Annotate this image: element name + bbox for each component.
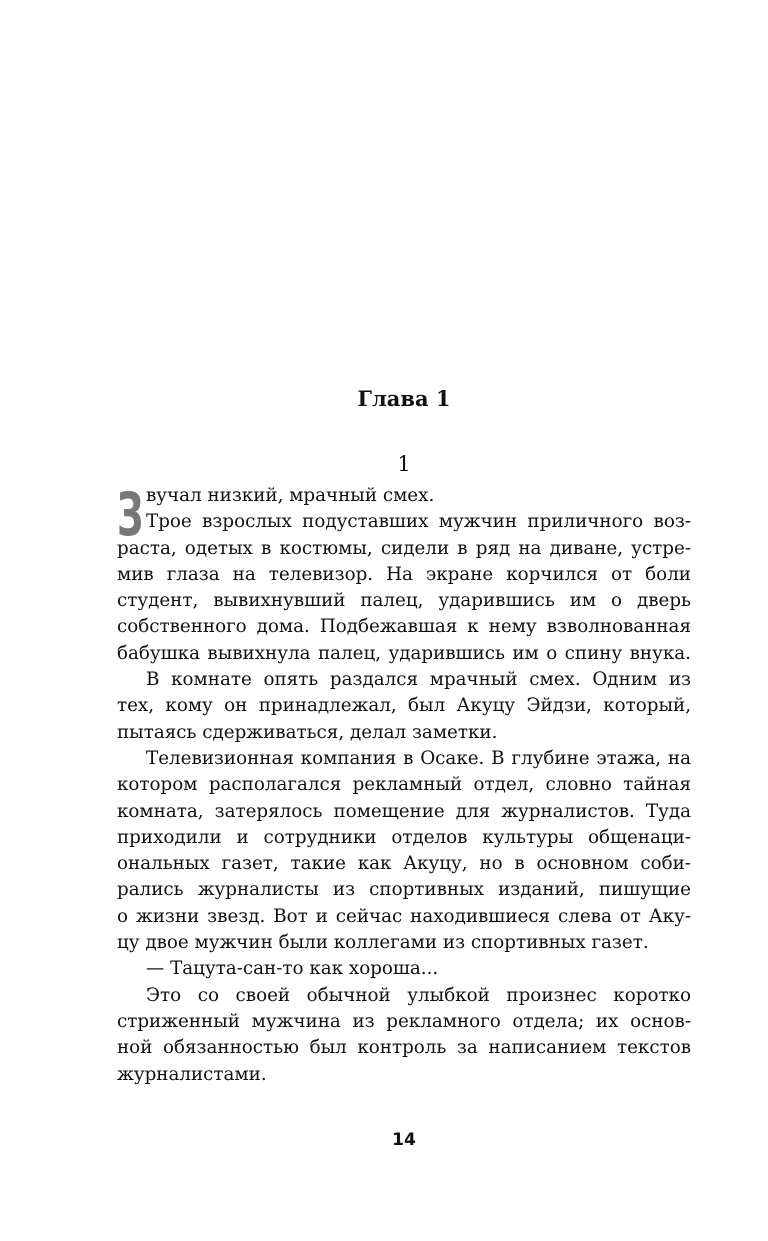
- drop-cap: З: [117, 480, 144, 550]
- text-line: бабушка вывихнула палец, ударившись им о спину внука.: [117, 642, 691, 664]
- text-line: рались журналисты из спортивных изданий, пишущие: [117, 879, 691, 901]
- chapter-text: [117, 480, 691, 1088]
- text-line: Трое взрослых подуставших мужчин приличного воз-: [146, 511, 691, 533]
- text-line: пытаясь сдерживаться, делал заметки.: [117, 721, 498, 743]
- text-line: Это со своей обычной улыбкой произнес коротко: [146, 984, 691, 1006]
- text-line: цу двое мужчин были коллегами из спортивных газет.: [117, 932, 649, 954]
- text-line: собственного дома. Подбежавшая к нему взволнованная: [117, 616, 691, 638]
- text-line: журналистами.: [117, 1063, 267, 1085]
- text-line: — Тацута-сан-то как хороша...: [146, 958, 439, 980]
- text-line: стриженный мужчина из рекламного отдела; их основ-: [117, 1010, 691, 1032]
- text-line: Телевизионная компания в Осаке. В глубине этажа, на: [146, 747, 691, 769]
- text-line: ональных газет, такие как Акуцу, но в основном соби-: [117, 853, 691, 875]
- text-line: комната, затерялось помещение для журналистов. Туда: [117, 800, 691, 822]
- chapter-title: Глава 1: [357, 386, 451, 411]
- text-line: ной обязанностью был контроль за написанием текстов: [117, 1037, 691, 1059]
- page-number: 14: [392, 1130, 416, 1150]
- text-line: студент, вывихнувший палец, ударившись им о дверь: [117, 590, 691, 612]
- section-number: 1: [397, 452, 411, 476]
- text-line: тех, кому он принадлежал, был Акуцу Эйдзи, который,: [117, 695, 691, 717]
- text-line: вучал низкий, мрачный смех.: [146, 485, 435, 506]
- text-line: котором располагался рекламный отдел, словно тайная: [117, 774, 691, 796]
- text-line: о жизни звезд. Вот и сейчас находившиеся слева от Аку-: [117, 905, 691, 927]
- text-line: раста, одетых в костюмы, сидели в ряд на диване, устре-: [117, 537, 691, 559]
- text-line: В комнате опять раздался мрачный смех. Одним из: [146, 669, 691, 691]
- text-line: приходили и сотрудники отделов культуры общенаци-: [117, 826, 691, 848]
- text-line: мив глаза на телевизор. На экране корчился от боли: [117, 563, 691, 585]
